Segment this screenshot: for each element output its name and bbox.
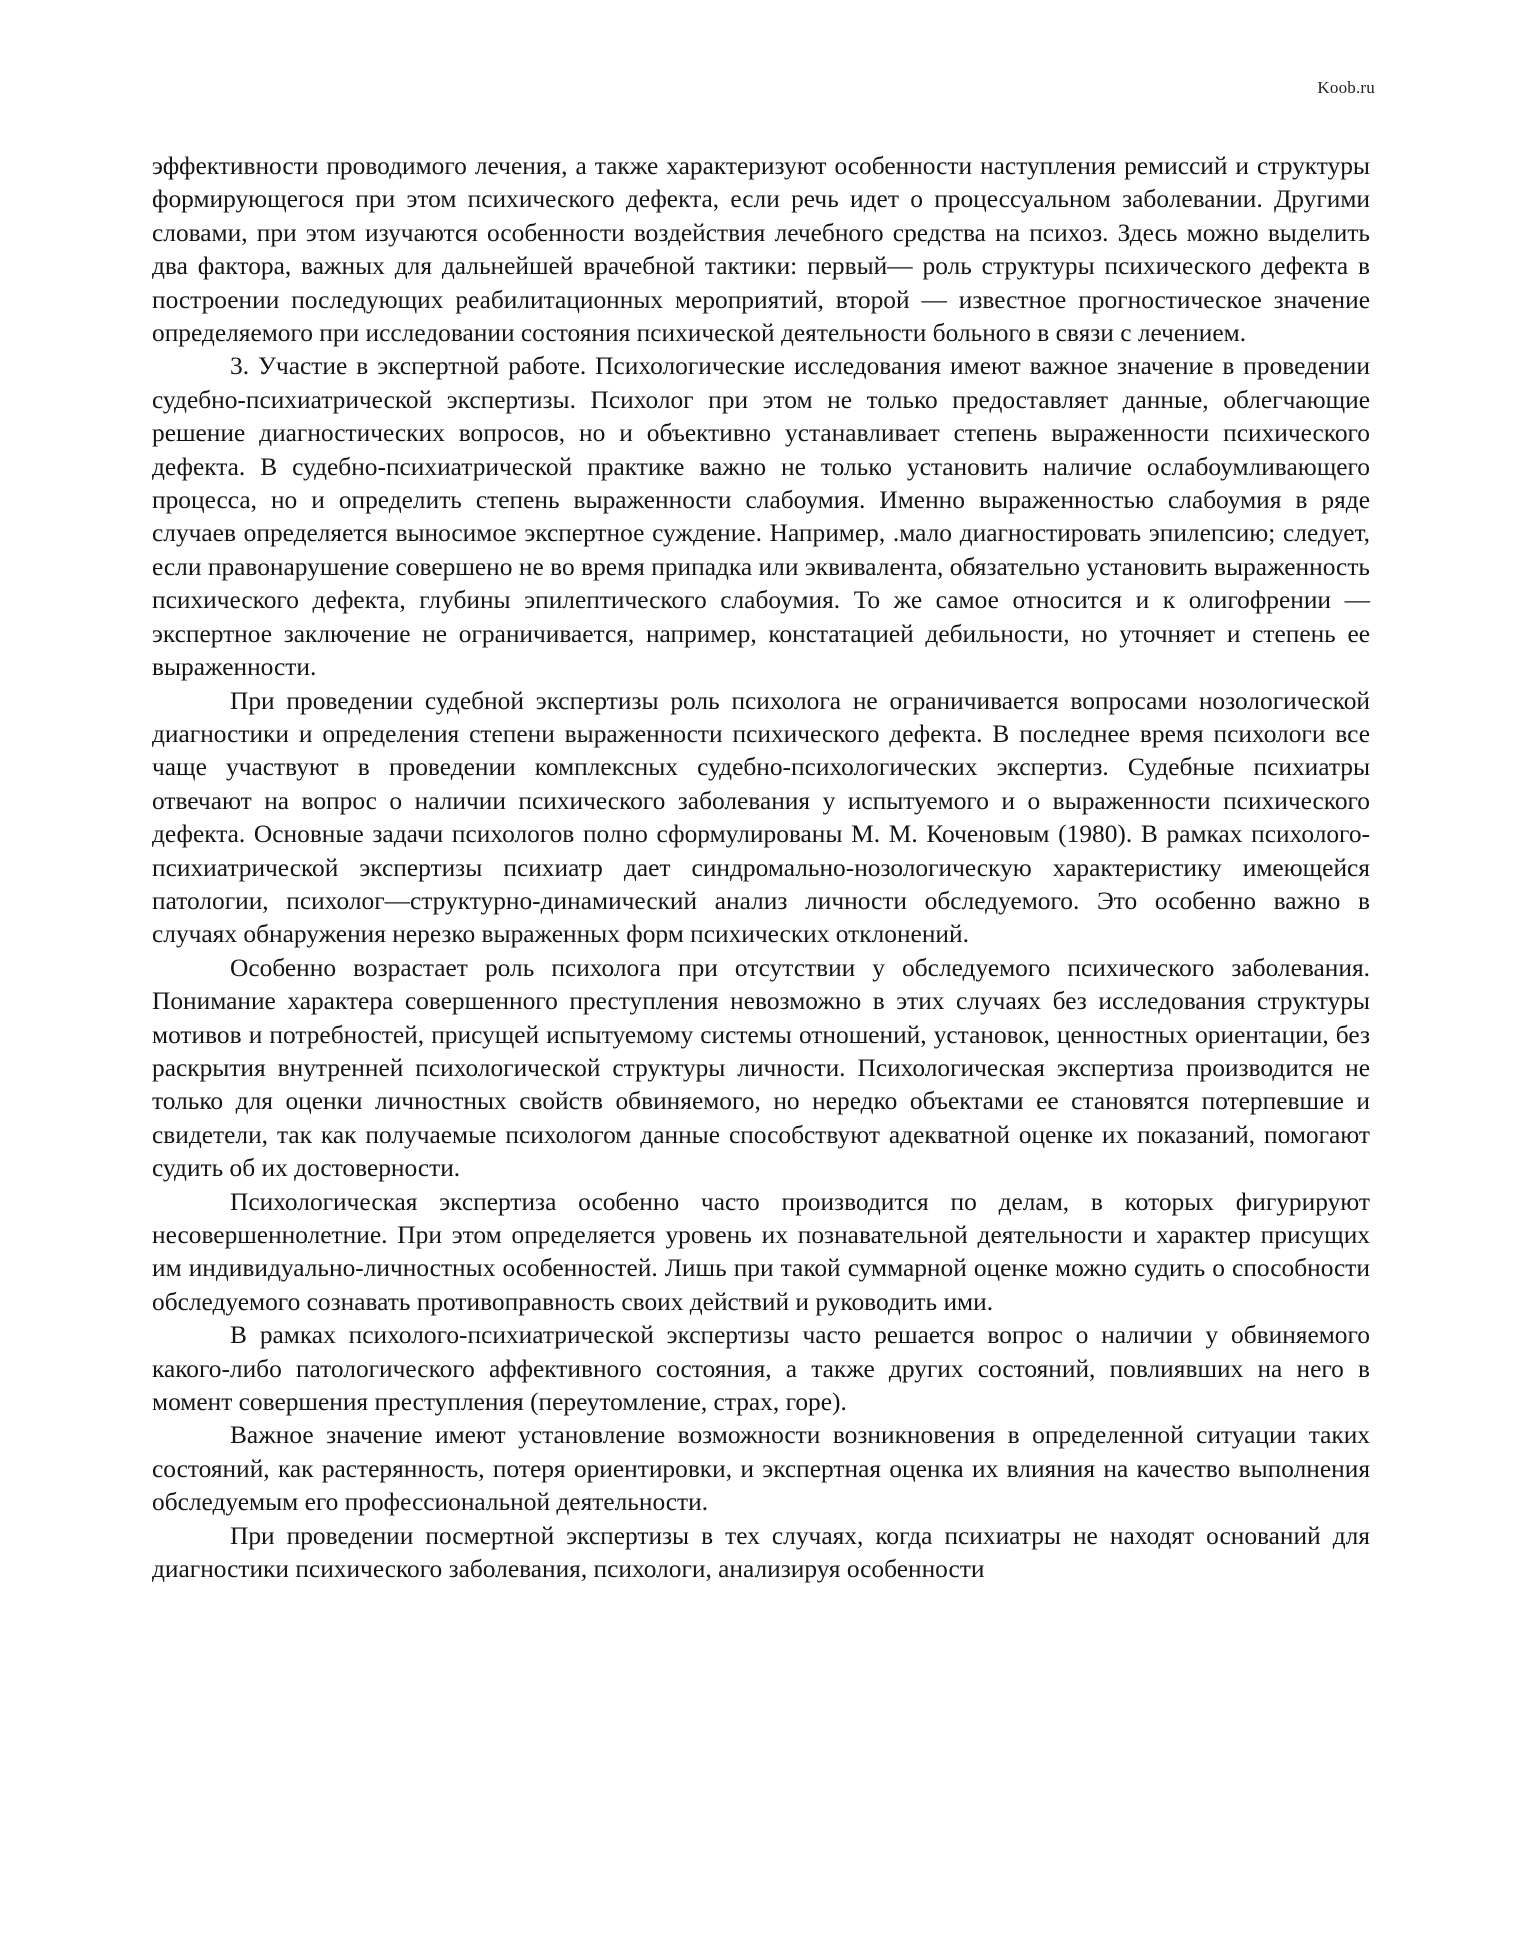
paragraph: Особенно возрастает роль психолога при отсутствии у обследуемого психического заболевания. Понимание характера совершенного преступления невозможно в этих случаях без исследования структуры мотивов и потребностей, присущей испытуемому системы отношений, установок, ценностных ориентации, без раскрытия внутренней психологической структуры личности. Психологическая экспертиза производится не только для оценки личностных свойств обвиняемого, но нередко объектами ее становятся потерпевшие и свидетели, так как получаемые психологом данные способствуют адекватной оценке их показаний, помогают судить об их достоверности.: [152, 953, 1370, 1183]
paragraph: При проведении судебной экспертизы роль психолога не ограничивается вопросами нозологической диагностики и определения степени выраженности психического дефекта. В последнее время психологи все чаще участвуют в проведении комплексных судебно-психологических экспертиз. Судебные психиатры отвечают на вопрос о наличии психического заболевания у испытуемого и о выраженности психического дефекта. Основные задачи психологов полно сформулированы М. М. Коченовым (1980). В рамках психолого-психиатрической экспертизы психиатр дает синдромально-нозологическую характеристику имеющейся патологии, психолог—структурно-динамический анализ личности обследуемого. Это особенно важно в случаях обнаружения нерезко выраженных форм психических отклонений.: [152, 686, 1370, 949]
paragraph: Психологическая экспертиза особенно часто производится по делам, в которых фигурируют несовершеннолетние. При этом определяется уровень их познавательной деятельности и характер присущих им индивидуально-личностных особенностей. Лишь при такой суммарной оценке можно судить о способности обследуемого сознавать противоправность своих действий и руководить ими.: [152, 1187, 1370, 1316]
paragraph: При проведении посмертной экспертизы в тех случаях, когда психиатры не находят оснований для диагностики психического заболевания, психологи, анализируя особенности: [152, 1521, 1370, 1584]
paragraph: 3. Участие в экспертной работе. Психологические исследования имеют важное значение в проведении судебно-психиатрической экспертизы. Психолог при этом не только предоставляет данные, облегчающие решение диагностических вопросов, но и объективно устанавливает степень выраженности психического дефекта. В судебно-психиатрической практике важно не только установить наличие ослабоумливающего процесса, но и определить степень выраженности слабоумия. Именно выраженностью слабоумия в ряде случаев определяется выносимое экспертное суждение. Например, .мало диагностировать эпилепсию; следует, если правонарушение совершено не во время припадка или эквивалента, обязательно установить выраженность психического дефекта, глубины эпилептического слабоумия. То же самое относится и к олигофрении — экспертное заключение не ограничивается, например, констатацией дебильности, но уточняет и степень ее выраженности.: [152, 352, 1370, 682]
body-text: [152, 150, 1370, 1586]
paragraph: Важное значение имеют установление возможности возникновения в определенной ситуации таких состояний, как растерянность, потеря ориентировки, и экспертная оценка их влияния на качество выполнения обследуемым его профессиональной деятельности.: [152, 1421, 1370, 1517]
paragraph: В рамках психолого-психиатрической экспертизы часто решается вопрос о наличии у обвиняемого какого-либо патологического аффективного состояния, а также других состояний, повлиявших на него в момент совершения преступления (переутомление, страх, горе).: [152, 1321, 1370, 1417]
paragraph: эффективности проводимого лечения, а также характеризуют особенности наступления ремиссий и структуры формирующегося при этом психического дефекта, если речь идет о процессуальном заболевании. Другими словами, при этом изучаются особенности воздействия лечебного средства на психоз. Здесь можно выделить два фактора, важных для дальнейшей врачебной тактики: первый— роль структуры психического дефекта в построении последующих реабилитационных мероприятий, второй — известное прогностическое значение определяемого при исследовании состояния психической деятельности больного в связи с лечением.: [152, 152, 1370, 348]
page-source-label: Koob.ru: [1317, 78, 1375, 97]
